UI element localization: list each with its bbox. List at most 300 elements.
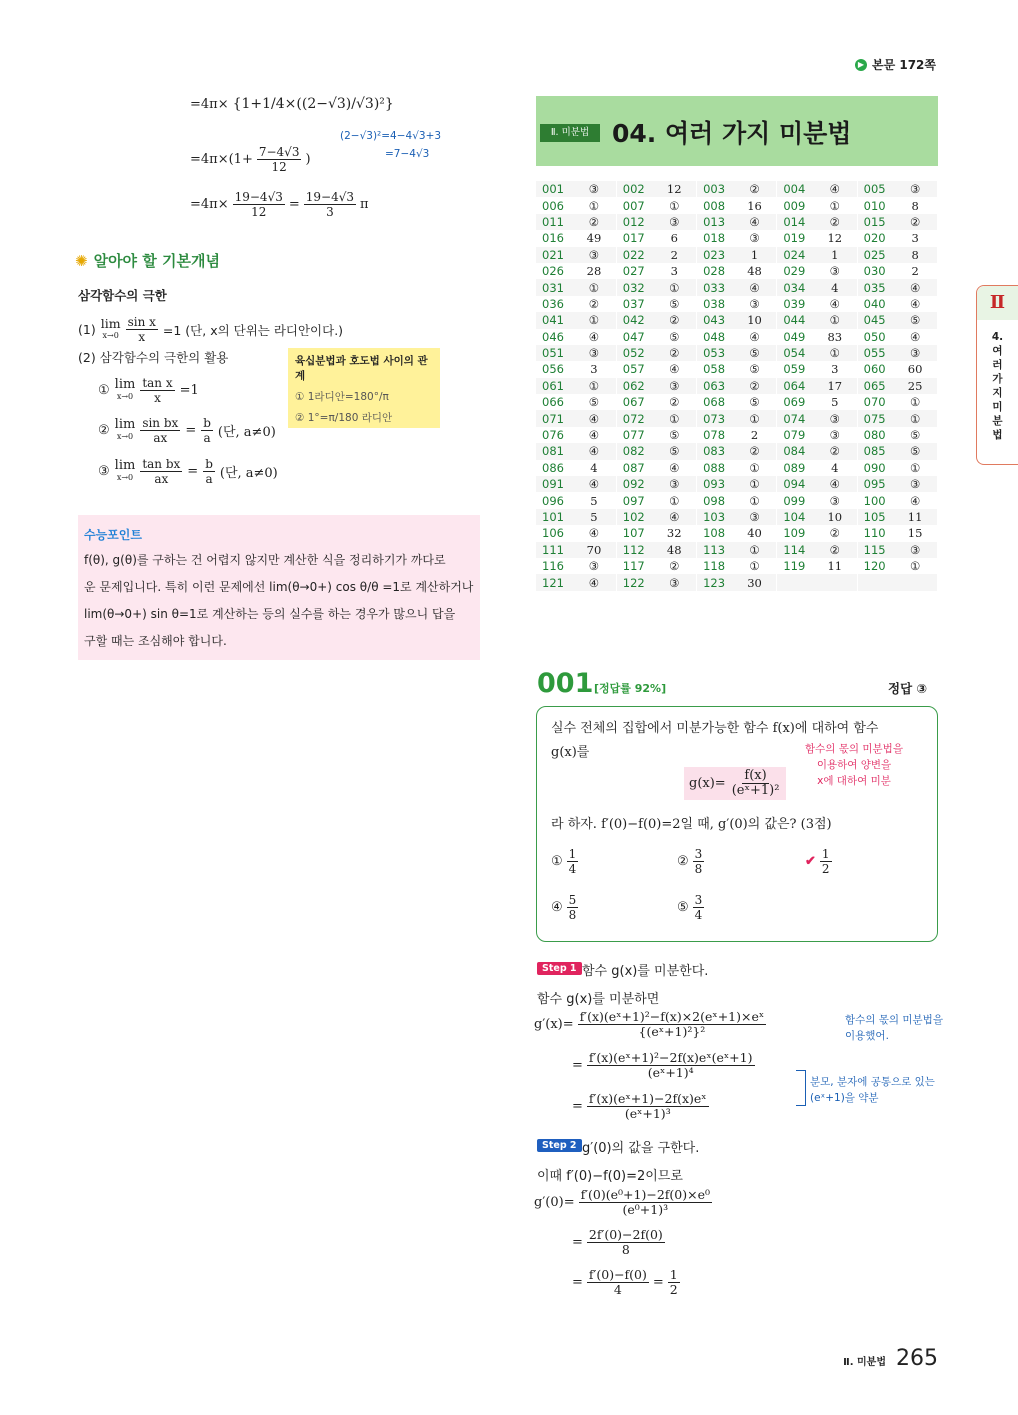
answer-question-number: 040: [863, 296, 886, 311]
item-label: ③: [98, 464, 110, 479]
answer-question-number: 030: [863, 264, 886, 279]
answer-value: ④: [652, 361, 696, 377]
answer-value: 48: [733, 263, 777, 279]
answer-table: [536, 181, 938, 591]
fraction: [587, 1051, 755, 1080]
answer-value: ②: [652, 558, 696, 574]
fraction: [140, 416, 180, 445]
answer-value: ④: [572, 443, 616, 459]
answer-question-number: 037: [622, 296, 645, 311]
answer-question-number: 006: [542, 198, 564, 213]
side-tab-label: [977, 330, 1018, 442]
denominator: ax: [153, 431, 168, 445]
answer-question-number: 008: [703, 198, 726, 213]
answer-row: [536, 410, 938, 426]
item-label: ①: [98, 383, 110, 398]
answer-question-number: 111: [542, 542, 564, 557]
answer-question-number: 093: [703, 477, 726, 492]
side-tab-char: 미: [992, 401, 1003, 413]
answer-question-number: 101: [542, 510, 564, 524]
answer-question-number: 080: [863, 428, 886, 443]
answer-row: [536, 181, 938, 197]
fraction: [587, 1092, 709, 1121]
answer-question-number: 050: [863, 329, 886, 344]
numerator: 2f′(0)−2f(0): [588, 1227, 663, 1242]
answer-value: ③: [733, 296, 777, 312]
answer-question-number: 088: [703, 460, 726, 475]
sat-point-line: 구할 때는 조심해야 합니다.: [84, 634, 227, 648]
answer-question-number: 010: [863, 198, 886, 213]
answer-question-number: 070: [863, 395, 886, 410]
problem-rate: [정답률 92%]: [594, 682, 667, 695]
numerator: tan x: [142, 376, 173, 390]
note-line: 함수의 몫의 미분법을: [845, 1014, 943, 1026]
answer-question-number: 054: [783, 346, 806, 361]
answer-value: ③: [893, 345, 937, 361]
answer-question-number: 117: [622, 559, 645, 574]
choice-1[interactable]: [551, 847, 578, 876]
answer-question-number: 107: [622, 526, 645, 541]
numerator: f′(0)(e⁰+1)−2f(0)×e⁰: [580, 1187, 710, 1202]
numerator: 19−4√3: [234, 190, 283, 204]
answer-question-number: 003: [703, 182, 726, 197]
answer-question-number: 121: [542, 575, 564, 590]
hint-box: [288, 348, 440, 428]
step-2-title: g′(0)의 값을 구한다.: [582, 1141, 700, 1156]
answer-row: [536, 476, 938, 492]
answer-question-number: 089: [783, 460, 806, 475]
side-tab-char: 4.: [991, 331, 1004, 343]
side-tab-char: 법: [992, 429, 1003, 441]
answer-row: [536, 263, 938, 279]
answer-row: [536, 214, 938, 230]
answer-value: ①: [893, 558, 937, 574]
answer-value: ②: [813, 542, 857, 558]
formula-text: =4π×: [190, 96, 229, 112]
answer-question-number: 015: [863, 214, 886, 229]
choice-5[interactable]: [677, 893, 704, 922]
answer-question-number: 011: [542, 214, 564, 229]
fraction: [203, 457, 215, 486]
side-tab-char: 가: [992, 373, 1003, 385]
answer-value: ④: [813, 181, 857, 197]
numerator: 3: [694, 847, 703, 861]
answer-value: ③: [813, 427, 857, 443]
numerator: b: [205, 457, 213, 471]
fraction: [668, 1268, 680, 1297]
answer-question-number: 063: [703, 378, 726, 393]
answer-value: ④: [652, 509, 696, 525]
step-1-intro: 함수 g(x)를 미분하면: [537, 992, 660, 1007]
answer-question-number: 009: [783, 198, 806, 213]
choice-label: ②: [677, 854, 689, 869]
step-1-note-b: [810, 1074, 935, 1106]
answer-value: ④: [572, 525, 616, 541]
equals: =: [572, 1058, 583, 1073]
numerator: f(x): [744, 768, 767, 783]
answer-value: ④: [813, 476, 857, 492]
answer-row: [536, 345, 938, 361]
gx-annotation: [805, 741, 903, 789]
step-2-eq-2: [572, 1228, 665, 1257]
answer-question-number: 106: [542, 526, 564, 541]
denominator: x: [154, 391, 161, 405]
denominator: 8: [621, 1242, 630, 1257]
answer-question-number: 077: [622, 428, 645, 443]
lightbulb-icon: ✺: [75, 251, 88, 270]
answer-question-number: 082: [622, 444, 645, 459]
answer-value: ①: [733, 492, 777, 508]
answer-question-number: 095: [863, 477, 886, 492]
answer-value: ①: [813, 345, 857, 361]
answer-value: ①: [652, 410, 696, 426]
chapter-title: 04. 여러 가지 미분법: [612, 119, 852, 148]
denominator: 4: [694, 908, 703, 922]
answer-question-number: 105: [863, 510, 886, 524]
answer-value: ④: [572, 329, 616, 345]
answer-question-number: 086: [542, 460, 564, 475]
answer-value: ④: [813, 296, 857, 312]
denominator: 2: [821, 862, 830, 876]
numerator: f′(0)−f(0): [588, 1267, 647, 1282]
answer-question-number: 079: [783, 428, 806, 443]
answer-value: ⑤: [652, 443, 696, 459]
answer-value: ③: [652, 214, 696, 230]
answer-question-number: 018: [703, 231, 726, 246]
numerator: sin x: [127, 315, 156, 329]
answer-value: ③: [813, 410, 857, 426]
answer-question-number: 024: [783, 247, 806, 262]
answer-question-number: 029: [783, 264, 806, 279]
formula-line-3: [190, 190, 369, 219]
answer-question-number: 057: [622, 362, 645, 377]
answer-question-number: 022: [622, 247, 645, 262]
concept-sub-3: [98, 457, 278, 486]
answer-question-number: 043: [703, 313, 726, 328]
answer-question-number: 056: [542, 362, 564, 377]
answer-value: ⑤: [893, 312, 937, 328]
answer-row: [536, 247, 938, 263]
answer-value: ③: [813, 492, 857, 508]
answer-question-number: 021: [542, 247, 564, 262]
problem-box: [536, 706, 938, 942]
answer-value: 2: [652, 247, 696, 263]
answer-question-number: 016: [542, 231, 564, 246]
denominator: 4: [613, 1282, 622, 1297]
answer-value: ①: [572, 312, 616, 328]
numerator: tan bx: [142, 457, 181, 471]
step-1-eq-1: [534, 1010, 766, 1039]
annotation-line: 함수의 몫의 미분법을: [805, 743, 903, 755]
answer-row: [536, 509, 938, 525]
limit: [114, 376, 136, 403]
answer-value: [893, 574, 937, 590]
answer-question-number: 085: [863, 444, 886, 459]
numerator: sin bx: [142, 416, 179, 430]
answer-value: 30: [733, 574, 777, 590]
side-tab-char: 지: [992, 387, 1003, 399]
formula-text: =: [288, 197, 300, 212]
answer-value: ⑤: [733, 361, 777, 377]
answer-row: [536, 542, 938, 558]
answer-question-number: 104: [783, 510, 806, 524]
equals: =: [187, 464, 199, 479]
answer-value: ②: [652, 345, 696, 361]
answer-value: ②: [733, 443, 777, 459]
gx-lhs: g(x)=: [689, 776, 726, 791]
answer-question-number: 067: [622, 395, 645, 410]
formula-line-1: [190, 96, 394, 112]
answer-value: ③: [572, 181, 616, 197]
answer-row: [536, 460, 938, 476]
denominator: 2: [669, 1282, 678, 1297]
denominator: 12: [251, 205, 267, 219]
answer-value: ⑤: [572, 394, 616, 410]
answer-value: [813, 574, 857, 590]
page-number: 265: [896, 1346, 938, 1371]
answer-value: ②: [813, 443, 857, 459]
answer-question-number: 033: [703, 280, 726, 295]
answer-value: 10: [733, 312, 777, 328]
choice-2[interactable]: [677, 847, 704, 876]
answer-value: ④: [572, 427, 616, 443]
numerator: f′(x)(eˣ+1)−2f(x)eˣ: [588, 1091, 707, 1106]
answer-question-number: 114: [783, 542, 806, 557]
answer-question-number: 112: [622, 542, 645, 557]
denominator: ax: [154, 472, 169, 486]
formula-text: ): [305, 152, 311, 167]
answer-value: 12: [652, 181, 696, 197]
formula-text: =4π×(1+: [190, 152, 253, 167]
answer-question-number: 034: [783, 280, 806, 295]
answer-question-number: 084: [783, 444, 806, 459]
formula-text: {1+1/4×((2−√3)/√3)²}: [232, 96, 394, 112]
answer-question-number: 091: [542, 477, 564, 492]
answer-question-number: 004: [783, 182, 806, 197]
step-1-badge: Step 1: [537, 962, 582, 975]
answer-row: [536, 230, 938, 246]
answer-question-number: 073: [703, 411, 726, 426]
answer-question-number: 039: [783, 296, 806, 311]
answer-value: ⑤: [652, 329, 696, 345]
answer-question-number: 061: [542, 378, 564, 393]
answer-value: 16: [733, 197, 777, 213]
answer-value: ②: [733, 378, 777, 394]
denominator: (e⁰+1)³: [622, 1202, 669, 1217]
answer-value: ②: [572, 214, 616, 230]
concept-title-text: 알아야 할 기본개념: [93, 252, 220, 270]
page-reference: [855, 56, 936, 73]
equals: =: [572, 1235, 583, 1250]
lim-text: lim: [114, 457, 136, 473]
answer-question-number: 017: [622, 231, 645, 246]
answer-value: ③: [893, 476, 937, 492]
check-mark-icon: ✔: [805, 854, 816, 869]
answer-value: ④: [652, 460, 696, 476]
side-tab-char: 분: [992, 415, 1003, 427]
step-2-eq-1: [534, 1188, 712, 1217]
answer-question-number: 092: [622, 477, 645, 492]
answer-value: ②: [652, 312, 696, 328]
answer-question-number: 047: [622, 329, 645, 344]
answer-question-number: 055: [863, 346, 886, 361]
problem-stem: 라 하자. f′(0)−f(0)=2일 때, g′(0)의 값은? (3점): [551, 817, 832, 832]
answer-value: ④: [733, 329, 777, 345]
answer-question-number: 118: [703, 559, 726, 574]
answer-value: 5: [572, 492, 616, 508]
fraction: [820, 847, 832, 876]
denominator: (eˣ+1)²: [731, 783, 780, 798]
sat-point-line: lim(θ→0+) sin θ=1로 계산하는 등의 실수를 하는 경우가 많으니 답을: [84, 607, 456, 621]
answer-question-number: 119: [783, 559, 806, 574]
step-1-eq-3: [572, 1092, 709, 1121]
answer-question-number: 083: [703, 444, 726, 459]
step-1-note-a: [845, 1012, 943, 1044]
answer-question-number: 051: [542, 346, 564, 361]
answer-question-number: 066: [542, 395, 564, 410]
answer-value: ②: [652, 394, 696, 410]
sat-point-box: [78, 515, 480, 660]
denominator: x: [138, 330, 146, 344]
lim-under: x→0: [116, 391, 134, 401]
answer-value: ⑤: [893, 443, 937, 459]
answer-question-number: 090: [863, 460, 886, 475]
choice-label: ⑤: [677, 900, 689, 915]
answer-value: ①: [572, 197, 616, 213]
item-label: (1): [78, 322, 96, 337]
answer-value: ②: [733, 181, 777, 197]
answer-value: 11: [813, 558, 857, 574]
answer-row: [536, 492, 938, 508]
annotation-line: 이용하여 양변을: [816, 759, 892, 771]
page-reference-text: 본문 172쪽: [871, 58, 936, 72]
answer-question-number: 020: [863, 231, 886, 246]
equals: =: [185, 423, 197, 438]
answer-value: ②: [813, 214, 857, 230]
answer-row: [536, 443, 938, 459]
answer-value: 48: [652, 542, 696, 558]
lim-text: lim: [100, 315, 121, 331]
answer-question-number: 071: [542, 411, 564, 426]
item-tail: =1 (단, x의 단위는 라디안이다.): [162, 322, 344, 338]
fraction: [587, 1268, 649, 1297]
step-1-title: 함수 g(x)를 미분한다.: [582, 964, 709, 979]
problem-stem: 실수 전체의 집합에서 미분가능한 함수 f(x)에 대하여 함수: [551, 721, 879, 736]
answer-value: ⑤: [893, 427, 937, 443]
item-tail: (단, a≠0): [217, 425, 276, 440]
hint-line-2: ② 1°=π/180 라디안: [295, 412, 393, 424]
concept-sub-2: [98, 416, 276, 445]
answer-question-number: 108: [703, 526, 726, 541]
answer-value: 3: [652, 263, 696, 279]
answer-value: ③: [733, 230, 777, 246]
answer-value: 3: [893, 230, 937, 246]
answer-question-number: 046: [542, 329, 564, 344]
answer-value: ④: [572, 476, 616, 492]
answer-question-number: 074: [783, 411, 806, 426]
answer-row: [536, 574, 938, 590]
answer-question-number: 096: [542, 493, 564, 508]
answer-value: ④: [733, 279, 777, 295]
numerator: 7−4√3: [258, 145, 300, 159]
answer-value: 1: [733, 247, 777, 263]
answer-question-number: 098: [703, 493, 726, 508]
numerator: 1: [568, 847, 577, 861]
answer-value: ①: [572, 378, 616, 394]
step-1-eq-2: [572, 1051, 755, 1080]
answer-value: 4: [572, 460, 616, 476]
denominator: a: [203, 431, 211, 445]
answer-question-number: 028: [703, 264, 726, 279]
answer-value: ①: [733, 460, 777, 476]
answer-question-number: 075: [863, 411, 886, 426]
annotation-line: x에 대하여 미분: [817, 775, 891, 787]
concept-item-1: [78, 315, 343, 344]
fraction: [201, 416, 213, 445]
chapter-side-tab[interactable]: [976, 285, 1018, 465]
answer-value: ③: [652, 378, 696, 394]
lhs: g′(x)=: [534, 1017, 574, 1032]
answer-value: 70: [572, 542, 616, 558]
item-tail: =1: [179, 383, 199, 398]
answer-question-number: 014: [783, 214, 806, 229]
answer-question-number: 113: [703, 542, 726, 557]
answer-question-number: 068: [703, 395, 726, 410]
answer-value: 1: [813, 247, 857, 263]
answer-question-number: 064: [783, 378, 806, 393]
concept-title: [75, 250, 220, 271]
answer-value: 2: [893, 263, 937, 279]
chapter-banner: [536, 96, 938, 166]
answer-question-number: 099: [783, 493, 806, 508]
answer-row: [536, 378, 938, 394]
choice-3-correct[interactable]: [805, 847, 832, 876]
concept-item-2: (2) 삼각함수의 극한의 활용: [78, 350, 229, 365]
answer-question-number: 013: [703, 214, 726, 229]
answer-question-number: 103: [703, 510, 726, 524]
answer-value: ④: [733, 214, 777, 230]
answer-question-number: 109: [783, 526, 806, 541]
choice-4[interactable]: [551, 893, 578, 922]
answer-value: ④: [893, 329, 937, 345]
formula-line-2: [190, 145, 311, 174]
equals: =: [572, 1099, 583, 1114]
answer-value: 5: [572, 509, 616, 525]
sat-point-title: 수능포인트: [84, 528, 142, 542]
answer-question-number: 002: [622, 182, 645, 197]
answer-value: ①: [652, 197, 696, 213]
answer-row: [536, 329, 938, 345]
answer-value: ⑤: [733, 394, 777, 410]
answer-value: 40: [733, 525, 777, 541]
answer-value: ②: [893, 214, 937, 230]
answer-value: ③: [893, 542, 937, 558]
answer-question-number: 123: [703, 575, 726, 590]
answer-question-number: 031: [542, 280, 564, 295]
note-line: (eˣ+1)을 약분: [810, 1092, 879, 1104]
answer-question-number: 058: [703, 362, 726, 377]
answer-value: ②: [813, 525, 857, 541]
fraction: [304, 190, 356, 219]
answer-value: ②: [572, 296, 616, 312]
answer-question-number: 027: [622, 264, 645, 279]
answer-value: ③: [652, 476, 696, 492]
side-tab-char: 여: [992, 345, 1003, 357]
answer-question-number: 005: [863, 182, 886, 197]
answer-question-number: [777, 574, 813, 590]
bracket-line: [796, 1070, 806, 1106]
answer-value: 3: [813, 361, 857, 377]
